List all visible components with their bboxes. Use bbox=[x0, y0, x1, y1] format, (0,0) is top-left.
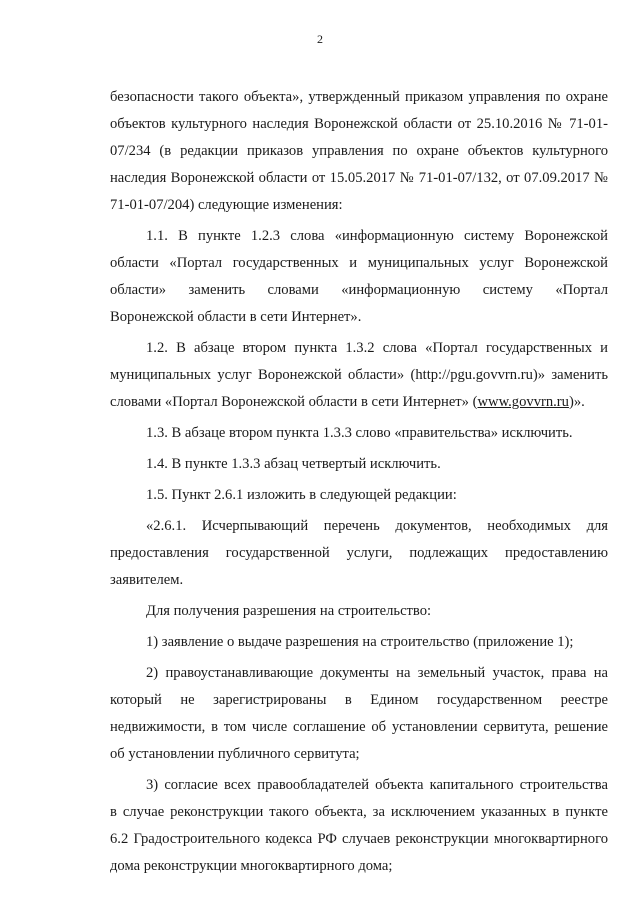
text-line: 3) согласие всех правообладателей объекта капитального строительства bbox=[146, 777, 608, 793]
text-line: 1.2. В абзаце втором пункта 1.3.2 слова «Портал государственных и bbox=[146, 340, 608, 356]
text-line: 1) заявление о выдаче разрешения на строительство (приложение 1); bbox=[146, 634, 574, 650]
text-line: заявителем. bbox=[110, 572, 184, 588]
page-number: 2 bbox=[317, 32, 323, 46]
text-line: 1.1. В пункте 1.2.3 слова «информационную систему Воронежской bbox=[146, 228, 608, 244]
text-line: Воронежской области в сети Интернет». bbox=[110, 309, 362, 325]
text-line: 6.2 Градостроительного кодекса РФ случаев реконструкции многоквартирного bbox=[110, 831, 608, 847]
text-line: 1.3. В абзаце втором пункта 1.3.3 слово «правительства» исключить. bbox=[146, 425, 573, 441]
text-line: наследия Воронежской области от 15.05.2017 № 71-01-07/132, от 07.09.2017 № bbox=[110, 170, 608, 186]
text-line: 1.4. В пункте 1.3.3 абзац четвертый исключить. bbox=[146, 456, 441, 472]
text-line: 1.5. Пункт 2.6.1 изложить в следующей редакции: bbox=[146, 487, 457, 503]
text-line: который не зарегистрированы в Едином государственном реестре bbox=[110, 692, 608, 708]
text-line: дома реконструкции многоквартирного дома; bbox=[110, 858, 393, 874]
text-line: об установлении публичного сервитута; bbox=[110, 746, 360, 762]
text-line: 71-01-07/204) следующие изменения: bbox=[110, 197, 343, 213]
text-line: 2) правоустанавливающие документы на земельный участок, права на bbox=[146, 665, 608, 681]
text-line: предоставления государственной услуги, подлежащих предоставлению bbox=[110, 545, 608, 561]
text-line: области» заменить словами «информационную систему «Портал bbox=[110, 282, 608, 298]
govvrn-link[interactable]: www.govvrn.ru bbox=[477, 394, 569, 410]
text-line: «2.6.1. Исчерпывающий перечень документов, необходимых для bbox=[146, 518, 608, 534]
text-line: в случае реконструкции такого объекта, за исключением указанных в пункте bbox=[110, 804, 608, 820]
text-line: объектов культурного наследия Воронежской области от 25.10.2016 № 71-01- bbox=[110, 116, 608, 132]
text-line: муниципальных услуг Воронежской области» (http://pgu.govvrn.ru)» заменить bbox=[110, 367, 608, 383]
text-line: недвижимости, в том числе соглашение об установлении сервитута, решение bbox=[110, 719, 608, 735]
text-segment: словами «Портал Воронежской области в сети Интернет» ( bbox=[110, 394, 478, 410]
text-segment: )». bbox=[568, 394, 585, 410]
text-line: 07/234 (в редакции приказов управления по охране объектов культурного bbox=[110, 143, 608, 159]
text-line bbox=[110, 393, 608, 411]
text-line: Для получения разрешения на строительство: bbox=[146, 603, 432, 619]
text-line: безопасности такого объекта», утвержденный приказом управления по охране bbox=[110, 89, 608, 105]
text-line: области «Портал государственных и муниципальных услуг Воронежской bbox=[110, 255, 608, 271]
